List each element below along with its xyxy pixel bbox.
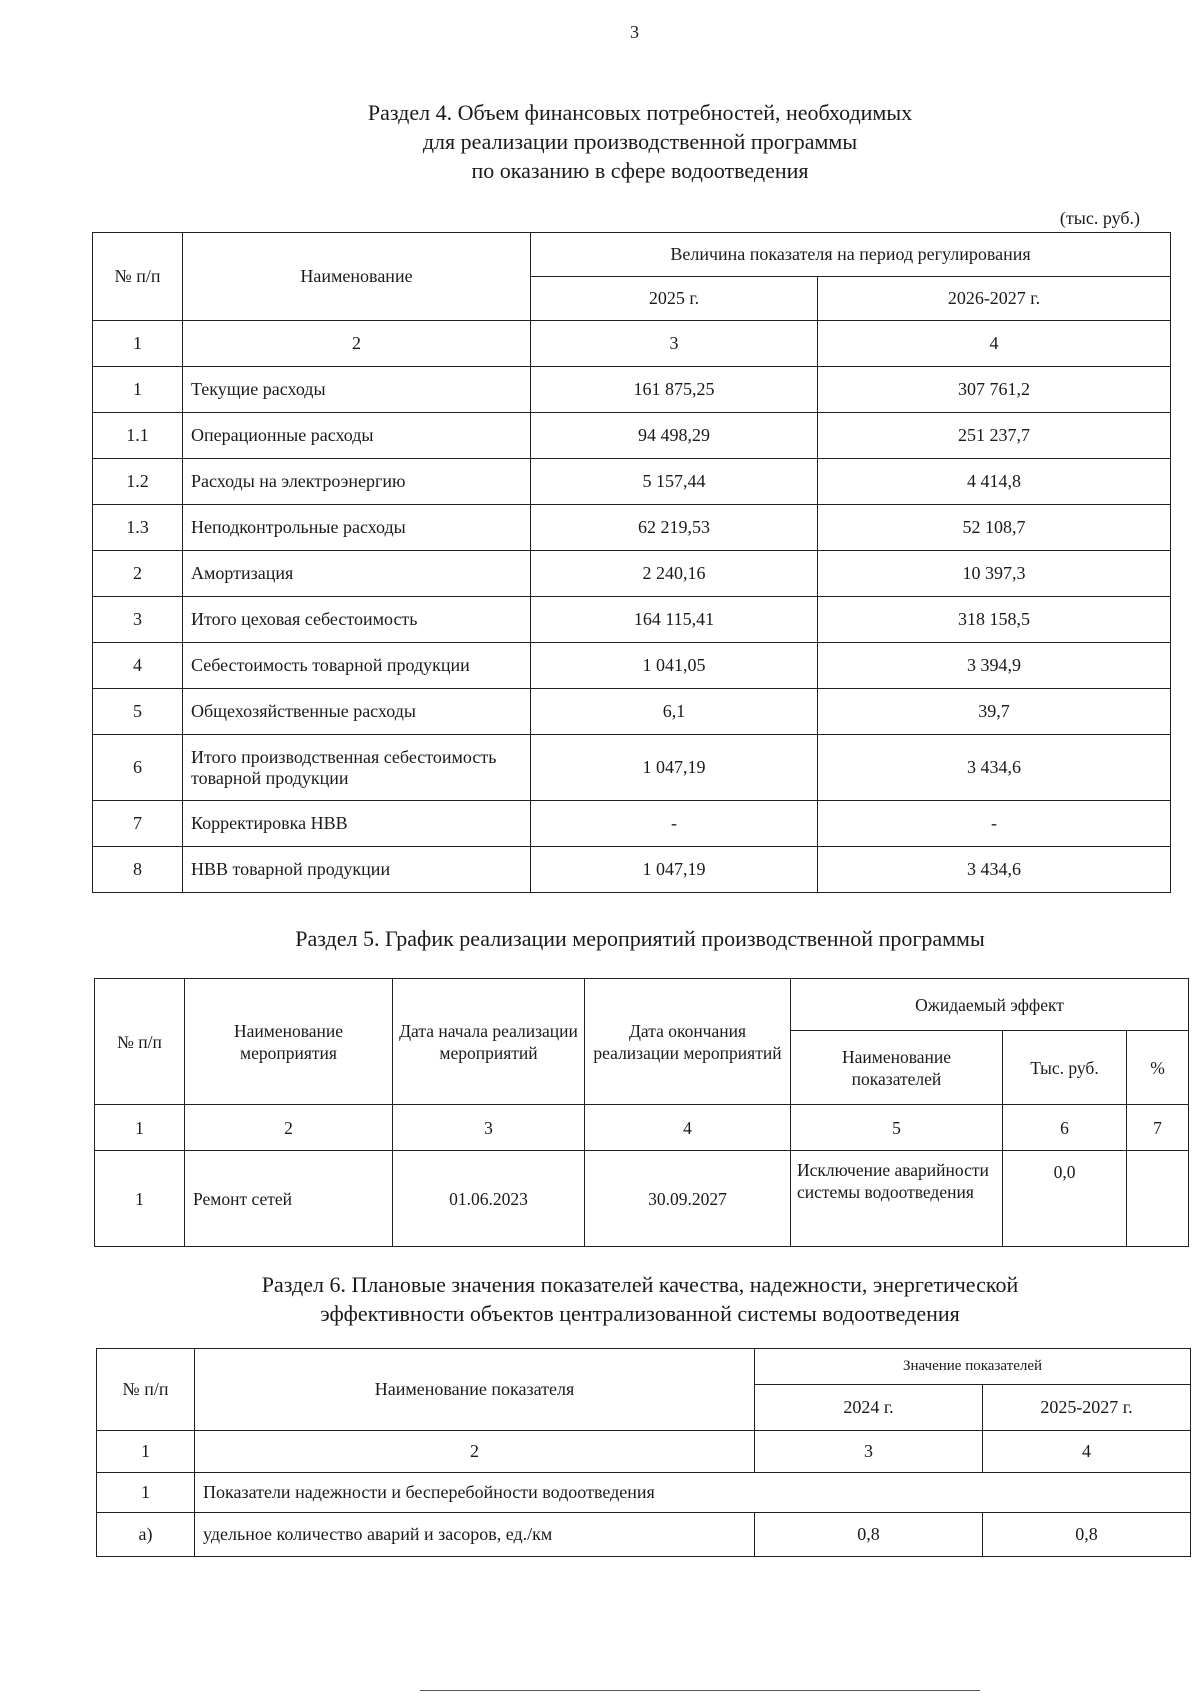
section-6-title-line: Раздел 6. Плановые значения показателей качества, надежности, энергетической (261, 1272, 1019, 1297)
header-values: Значение показателей (755, 1349, 1191, 1385)
row-start-date: 01.06.2023 (393, 1151, 585, 1247)
header-year-2: 2026-2027 г. (818, 277, 1171, 321)
col-number: 1 (93, 321, 183, 367)
row-value-2: 3 434,6 (818, 735, 1171, 801)
row-value-2: 251 237,7 (818, 413, 1171, 459)
row-name: Себестоимость товарной продукции (183, 643, 531, 689)
table-row (93, 735, 1171, 801)
section-5-title: Раздел 5. График реализации мероприятий производственной программы (295, 926, 985, 951)
col-number: 2 (195, 1431, 755, 1473)
table-row (97, 1513, 1191, 1557)
table-row (93, 801, 1171, 847)
header-activity-name: Наименование мероприятия (185, 979, 393, 1105)
table-row (95, 1151, 1189, 1247)
row-name: Амортизация (183, 551, 531, 597)
row-value-2: 3 394,9 (818, 643, 1171, 689)
unit-note: (тыс. руб.) (1059, 208, 1140, 228)
header-year-1: 2025 г. (531, 277, 818, 321)
financial-needs-table (92, 232, 1171, 893)
header-num: № п/п (93, 233, 183, 321)
row-value-1: - (531, 801, 818, 847)
table-row (93, 597, 1171, 643)
row-value-1: 1 047,19 (531, 847, 818, 893)
row-value-1: 161 875,25 (531, 367, 818, 413)
header-num: № п/п (95, 979, 185, 1105)
row-value-2: 318 158,5 (818, 597, 1171, 643)
row-name: Корректировка НВВ (183, 801, 531, 847)
quality-indicators-table (96, 1348, 1191, 1557)
header-period: Величина показателя на период регулирования (531, 233, 1171, 277)
row-num: 4 (93, 643, 183, 689)
col-number: 1 (95, 1105, 185, 1151)
col-number: 3 (755, 1431, 983, 1473)
header-year-2: 2025-2027 г. (983, 1385, 1191, 1431)
group-num: 1 (97, 1473, 195, 1513)
row-num: 1.2 (93, 459, 183, 505)
bottom-rule (420, 1690, 980, 1691)
row-num: 1 (93, 367, 183, 413)
header-start-date: Дата начала реализации мероприятий (393, 979, 585, 1105)
table-row (93, 689, 1171, 735)
row-num: 8 (93, 847, 183, 893)
row-value-2: 4 414,8 (818, 459, 1171, 505)
row-thousand-rub: 0,0 (1003, 1151, 1127, 1247)
header-num: № п/п (97, 1349, 195, 1431)
row-indicator: Исключение аварийности системы водоотведения (791, 1151, 1003, 1247)
table-row (93, 367, 1171, 413)
group-name: Показатели надежности и бесперебойности водоотведения (195, 1473, 1191, 1513)
row-num: 1.1 (93, 413, 183, 459)
row-value-1: 1 047,19 (531, 735, 818, 801)
page-number: 3 (630, 22, 639, 42)
table-row (93, 459, 1171, 505)
header-name: Наименование (183, 233, 531, 321)
row-value-2: 0,8 (983, 1513, 1191, 1557)
row-value-1: 94 498,29 (531, 413, 818, 459)
col-number: 3 (393, 1105, 585, 1151)
row-percent (1127, 1151, 1189, 1247)
col-number: 5 (791, 1105, 1003, 1151)
row-name: Неподконтрольные расходы (183, 505, 531, 551)
section-4-title-line: по оказанию в сфере водоотведения (471, 158, 809, 183)
row-indicator-name: удельное количество аварий и засоров, ед./км (195, 1513, 755, 1557)
row-value-2: 10 397,3 (818, 551, 1171, 597)
row-value-2: 307 761,2 (818, 367, 1171, 413)
row-name: НВВ товарной продукции (183, 847, 531, 893)
row-num: 5 (93, 689, 183, 735)
row-num: 2 (93, 551, 183, 597)
row-name: Текущие расходы (183, 367, 531, 413)
section-4-title (240, 98, 1040, 185)
row-end-date: 30.09.2027 (585, 1151, 791, 1247)
col-number: 4 (983, 1431, 1191, 1473)
row-name: Итого цеховая себестоимость (183, 597, 531, 643)
col-number: 3 (531, 321, 818, 367)
row-num: 1.3 (93, 505, 183, 551)
row-num: 1 (95, 1151, 185, 1247)
table-row (93, 551, 1171, 597)
section-4-title-line: для реализации производственной программы (422, 129, 858, 154)
header-indicator: Наименование показателей (791, 1031, 1003, 1105)
section-6-title (150, 1270, 1130, 1328)
header-percent: % (1127, 1031, 1189, 1105)
table-row (93, 505, 1171, 551)
table-row (93, 847, 1171, 893)
row-name: Расходы на электроэнергию (183, 459, 531, 505)
row-value-1: 5 157,44 (531, 459, 818, 505)
row-num: а) (97, 1513, 195, 1557)
section-4-title-line: Раздел 4. Объем финансовых потребностей, необходимых (367, 100, 913, 125)
row-num: 3 (93, 597, 183, 643)
row-value-2: 52 108,7 (818, 505, 1171, 551)
header-expected-effect: Ожидаемый эффект (791, 979, 1189, 1031)
col-number: 4 (818, 321, 1171, 367)
col-number: 4 (585, 1105, 791, 1151)
col-number: 1 (97, 1431, 195, 1473)
row-value-1: 164 115,41 (531, 597, 818, 643)
row-name: Общехозяйственные расходы (183, 689, 531, 735)
row-value-1: 2 240,16 (531, 551, 818, 597)
row-num: 7 (93, 801, 183, 847)
col-number: 2 (185, 1105, 393, 1151)
col-number: 7 (1127, 1105, 1189, 1151)
row-value-1: 62 219,53 (531, 505, 818, 551)
header-thousand-rub: Тыс. руб. (1003, 1031, 1127, 1105)
row-value-2: 3 434,6 (818, 847, 1171, 893)
row-name: Итого производственная себестоимость товарной продукции (183, 735, 531, 801)
schedule-table (94, 978, 1189, 1247)
row-value-1: 1 041,05 (531, 643, 818, 689)
row-activity-name: Ремонт сетей (185, 1151, 393, 1247)
row-value-1: 0,8 (755, 1513, 983, 1557)
row-name: Операционные расходы (183, 413, 531, 459)
col-number: 6 (1003, 1105, 1127, 1151)
header-indicator-name: Наименование показателя (195, 1349, 755, 1431)
header-end-date: Дата окончания реализации мероприятий (585, 979, 791, 1105)
row-value-1: 6,1 (531, 689, 818, 735)
section-6-title-line: эффективности объектов централизованной системы водоотведения (320, 1301, 960, 1326)
table-group-row (97, 1473, 1191, 1513)
row-num: 6 (93, 735, 183, 801)
col-number: 2 (183, 321, 531, 367)
table-row (93, 643, 1171, 689)
header-year-1: 2024 г. (755, 1385, 983, 1431)
row-value-2: 39,7 (818, 689, 1171, 735)
row-value-2: - (818, 801, 1171, 847)
table-row (93, 413, 1171, 459)
